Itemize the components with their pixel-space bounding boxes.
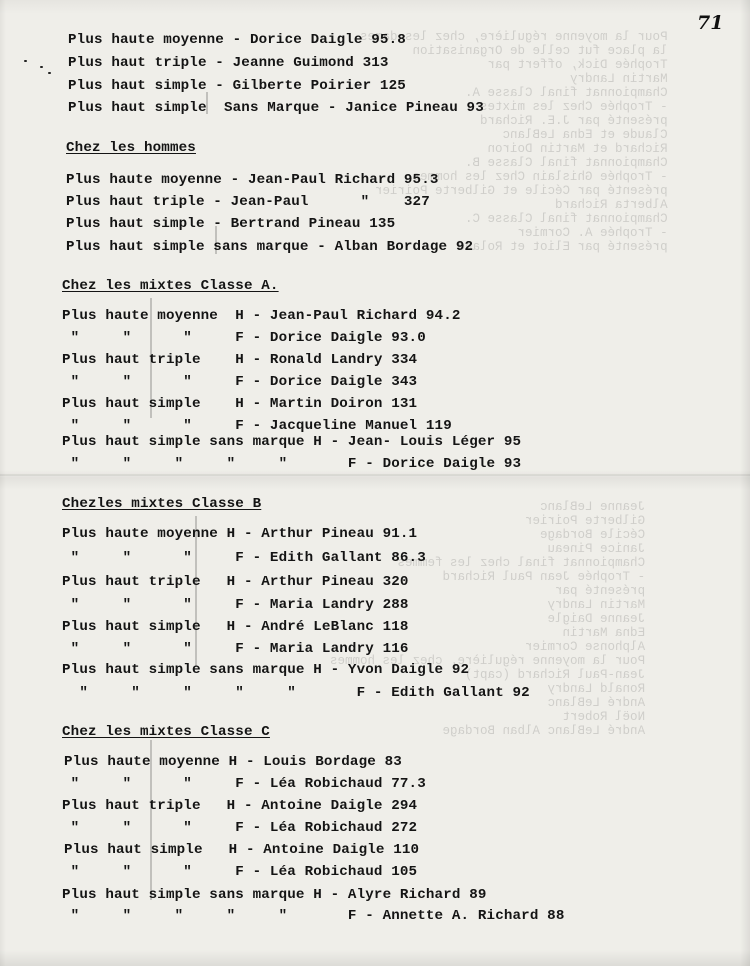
record-line: Plus haut triple H - Ronald Landry 334 xyxy=(62,352,418,368)
bleed-through-text: Pour la moyenne régulière, chez les dames la place fut celle de Organisation Trophée Dick, offert par Martin Landry Championnat final Classe A. - Trophée Chez les mixtes présenté par J.E. Richard Claude et Edna LeBlanc Richard et Martin Doiron Championnat final Classe B. - Trophée Ghislain Chez les hommes présenté par Cécile et Gilberte Poirier Alberta Richard Championnat final Classe C. - Trophée A. Cormier présenté par Eliot et Roland xyxy=(360,30,668,254)
column-rule xyxy=(195,516,197,666)
record-line: Plus haut simple sans marque H - Alyre Richard 89 xyxy=(62,887,487,903)
fold-crease xyxy=(0,474,750,476)
record-line: Plus haut simple H - André LeBlanc 118 xyxy=(62,619,409,635)
bleed-through-text-2: Jeanne LeBlanc Gilberte Poirier Cécile Bordage Janice Pineau Championnat final chez les femmes - Trophée Jean Paul Richard présenté par Martin Landry Jeanne Daigle Edna Martin Alphonse Cormier Pour la moyenne régulière, chez les hommes Jean-Paul Richard (capt) Ronald Landry André LeBlanc Noël Robert André LeBlanc Alban Bordage xyxy=(330,500,646,738)
record-line: Plus haut simple sans marque - Alban Bordage 92 xyxy=(66,239,474,255)
record-line: Plus haut triple - Jeanne Guimond 313 xyxy=(68,55,389,71)
section-heading: Chez les mixtes Classe A. xyxy=(62,278,279,294)
record-line: Plus haut triple H - Arthur Pineau 320 xyxy=(62,574,409,590)
record-line: Plus haut simple sans marque H - Yvon Daigle 92 xyxy=(62,662,470,678)
page-number: 71 xyxy=(697,12,724,34)
record-line: " " " F - Jacqueline Manuel 119 xyxy=(62,418,452,434)
record-line: " " " F - Maria Landry 116 xyxy=(62,641,409,657)
record-line: " " " " " F - Edith Gallant 92 xyxy=(62,685,530,701)
ink-speck xyxy=(48,72,51,74)
record-line: Plus haut triple - Jean-Paul " 327 xyxy=(66,194,430,210)
section-heading: Chez les hommes xyxy=(66,140,196,156)
record-line: " " " F - Dorice Daigle 343 xyxy=(62,374,418,390)
record-line: Plus haute moyenne H - Louis Bordage 83 xyxy=(64,754,402,770)
record-line: Plus haute moyenne H - Jean-Paul Richard 94.2 xyxy=(62,308,461,324)
record-line: " " " F - Léa Robichaud 77.3 xyxy=(62,776,426,792)
record-line: Plus haute moyenne - Dorice Daigle 95.8 xyxy=(68,32,406,48)
section-heading: Chez les mixtes Classe C xyxy=(62,724,270,740)
record-line: Plus haut simple sans marque H - Jean- Louis Léger 95 xyxy=(62,434,522,450)
column-rule xyxy=(215,226,217,254)
record-line: " " " F - Maria Landry 288 xyxy=(62,597,409,613)
column-rule xyxy=(206,92,208,114)
record-line: Plus haut simple H - Antoine Daigle 110 xyxy=(64,842,420,858)
record-line: Plus haut triple H - Antoine Daigle 294 xyxy=(62,798,418,814)
column-rule xyxy=(150,740,152,900)
column-rule xyxy=(150,298,152,418)
record-line: Plus haut simple Sans Marque - Janice Pineau 93 xyxy=(68,100,484,116)
record-line: Plus haut simple H - Martin Doiron 131 xyxy=(62,396,418,412)
section-heading: Chezles mixtes Classe B xyxy=(62,496,262,512)
record-line: Plus haute moyenne - Jean-Paul Richard 95.3 xyxy=(66,172,439,188)
record-line: " " " " " F - Dorice Daigle 93 xyxy=(62,456,522,472)
record-line: Plus haut simple - Bertrand Pineau 135 xyxy=(66,216,396,232)
ink-speck xyxy=(24,60,27,62)
record-line: " " " F - Edith Gallant 86.3 xyxy=(62,550,426,566)
record-line: " " " F - Dorice Daigle 93.0 xyxy=(62,330,426,346)
record-line: " " " F - Léa Robichaud 105 xyxy=(62,864,418,880)
ink-speck xyxy=(40,66,43,68)
record-line: Plus haute moyenne H - Arthur Pineau 91.1 xyxy=(62,526,418,542)
record-line: Plus haut simple - Gilberte Poirier 125 xyxy=(68,78,406,94)
record-line: " " " " " F - Annette A. Richard 88 xyxy=(62,908,565,924)
record-line: " " " F - Léa Robichaud 272 xyxy=(62,820,418,836)
